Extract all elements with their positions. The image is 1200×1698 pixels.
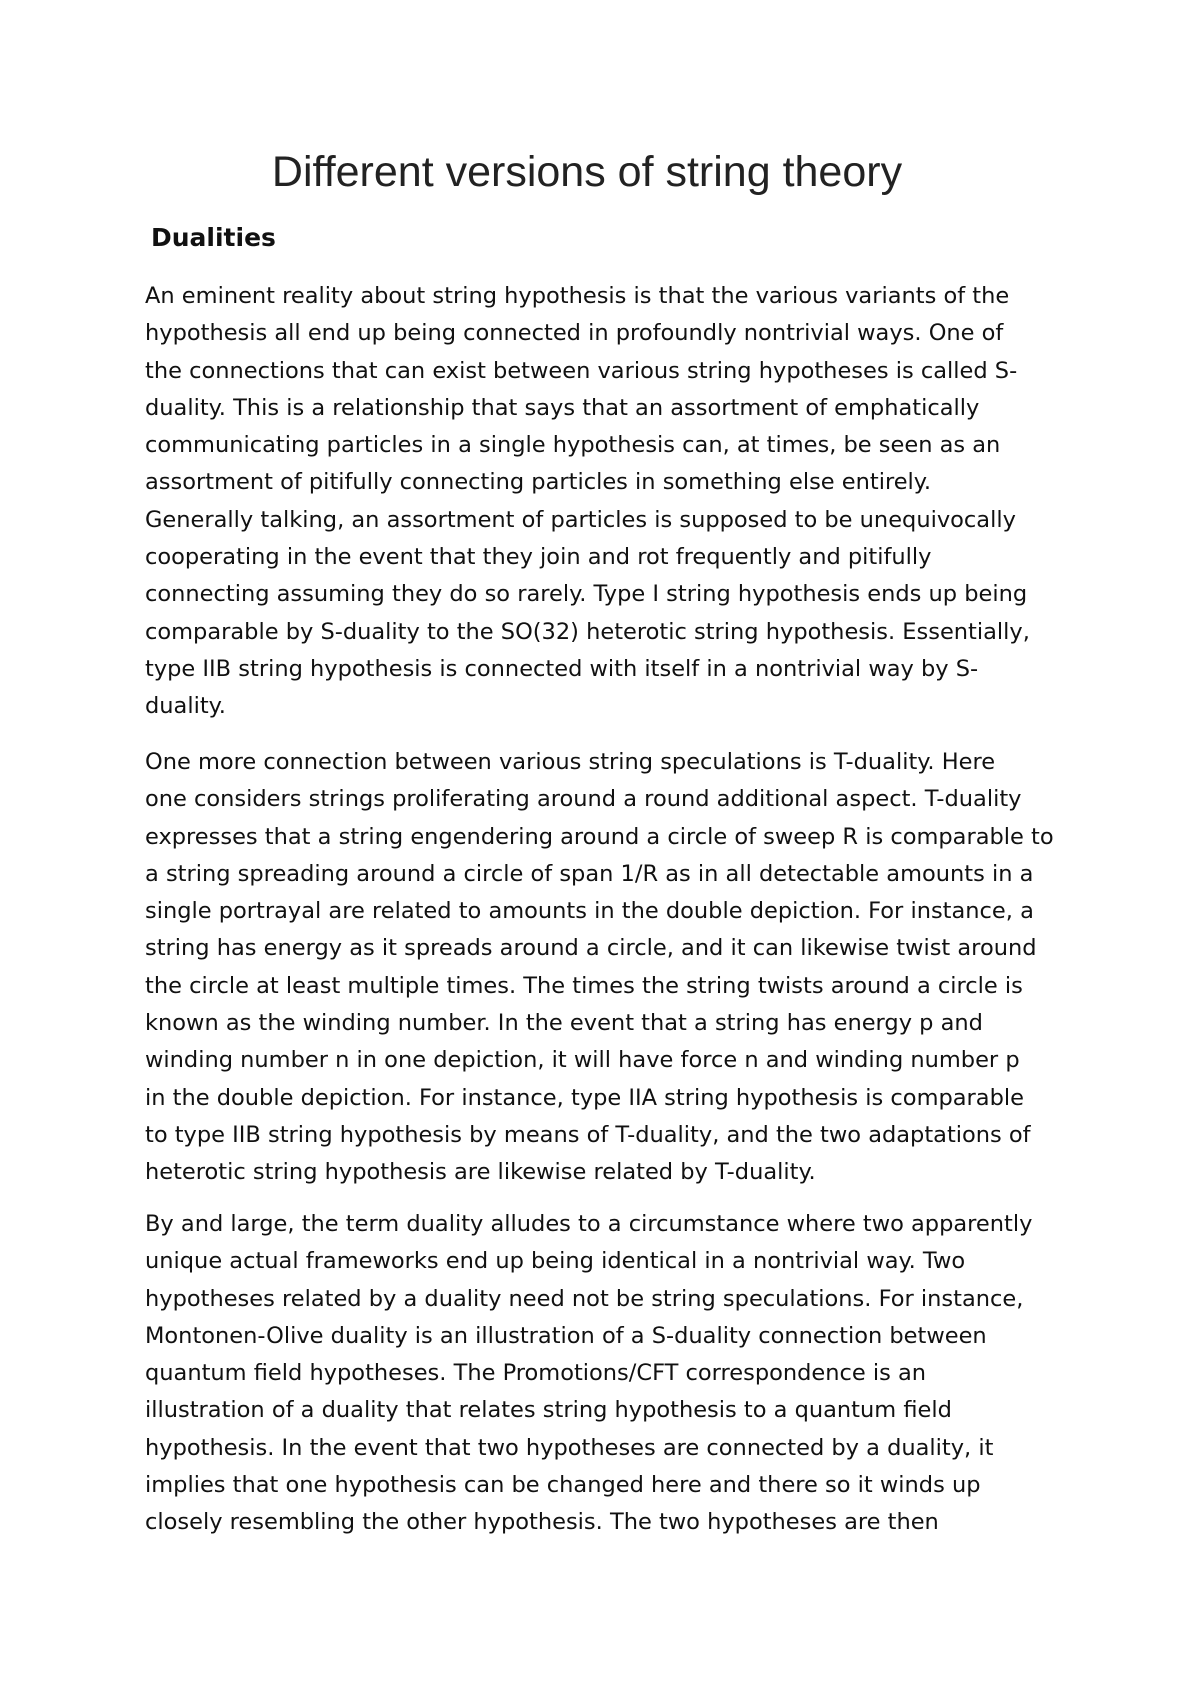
paragraph-line: single portrayal are related to amounts in the double depiction. For instance, a: [145, 898, 1034, 925]
paragraph-line: string has energy as it spreads around a circle, and it can likewise twist around: [145, 935, 1037, 962]
paragraph-line: connecting assuming they do so rarely. Type I string hypothesis ends up being: [145, 581, 1028, 608]
paragraph-line: Generally talking, an assortment of particles is supposed to be unequivocally: [145, 506, 1016, 533]
paragraph-line: winding number n in one depiction, it will have force n and winding number p: [145, 1047, 1020, 1074]
paragraph-line: implies that one hypothesis can be changed here and there so it winds up: [145, 1472, 981, 1499]
paragraph-line: By and large, the term duality alludes to a circumstance where two apparently: [145, 1211, 1033, 1237]
paragraph-line: one considers strings proliferating around a round additional aspect. T-duality: [145, 786, 1022, 813]
paragraph-line: hypothesis all end up being connected in profoundly nontrivial ways. One of: [145, 320, 1004, 347]
paragraph-t-duality: [145, 744, 1085, 1192]
paragraph-line: duality.: [145, 693, 226, 720]
paragraph-line: assortment of pitifully connecting particles in something else entirely.: [145, 469, 932, 496]
paragraph-line: quantum field hypotheses. The Promotions/CFT correspondence is an: [145, 1360, 927, 1387]
paragraph-line: hypotheses related by a duality need not be string speculations. For instance,: [145, 1285, 1024, 1312]
paragraph-line: type IIB string hypothesis is connected with itself in a nontrivial way by S-: [145, 655, 979, 682]
paragraph-line: closely resembling the other hypothesis. The two hypotheses are then: [145, 1509, 939, 1536]
paragraph-line: An eminent reality about string hypothesis is that the various variants of the: [145, 283, 1010, 309]
paragraph-line: Montonen-Olive duality is an illustration of a S-duality connection between: [145, 1322, 987, 1349]
paragraph-line: cooperating in the event that they join and rot frequently and pitifully: [145, 544, 932, 571]
paragraph-line: the connections that can exist between various string hypotheses is called S-: [145, 357, 1018, 384]
paragraph-line: hypothesis. In the event that two hypotheses are connected by a duality, it: [145, 1434, 994, 1461]
paragraph-line: duality. This is a relationship that says that an assortment of emphatically: [145, 394, 980, 421]
paragraph-line: unique actual frameworks end up being identical in a nontrivial way. Two: [145, 1248, 966, 1275]
paragraph-line: expresses that a string engendering around a circle of sweep R is comparable to: [145, 823, 1054, 850]
paragraph-line: One more connection between various string speculations is T-duality. Here: [145, 749, 996, 775]
paragraph-line: to type IIB string hypothesis by means of T-duality, and the two adaptations of: [145, 1121, 1031, 1148]
paragraph-line: known as the winding number. In the event that a string has energy p and: [145, 1010, 983, 1037]
section-heading-dualities: Dualities: [151, 223, 276, 252]
paragraph-line: heterotic string hypothesis are likewise related by T-duality.: [145, 1159, 816, 1186]
page-title: Different versions of string theory: [271, 148, 903, 196]
paragraph-line: in the double depiction. For instance, type IIA string hypothesis is comparable: [145, 1084, 1024, 1111]
paragraph-duality-general: [145, 1206, 1085, 1542]
paragraph-line: communicating particles in a single hypothesis can, at times, be seen as an: [145, 432, 1001, 459]
paragraph-line: illustration of a duality that relates string hypothesis to a quantum field: [145, 1397, 952, 1424]
paragraph-line: a string spreading around a circle of span 1/R as in all detectable amounts in a: [145, 860, 1034, 887]
paragraph-line: comparable by S-duality to the SO(32) heterotic string hypothesis. Essentially,: [145, 618, 1030, 645]
paragraph-s-duality: [145, 278, 1085, 726]
paragraph-line: the circle at least multiple times. The times the string twists around a circle is: [145, 972, 1023, 999]
